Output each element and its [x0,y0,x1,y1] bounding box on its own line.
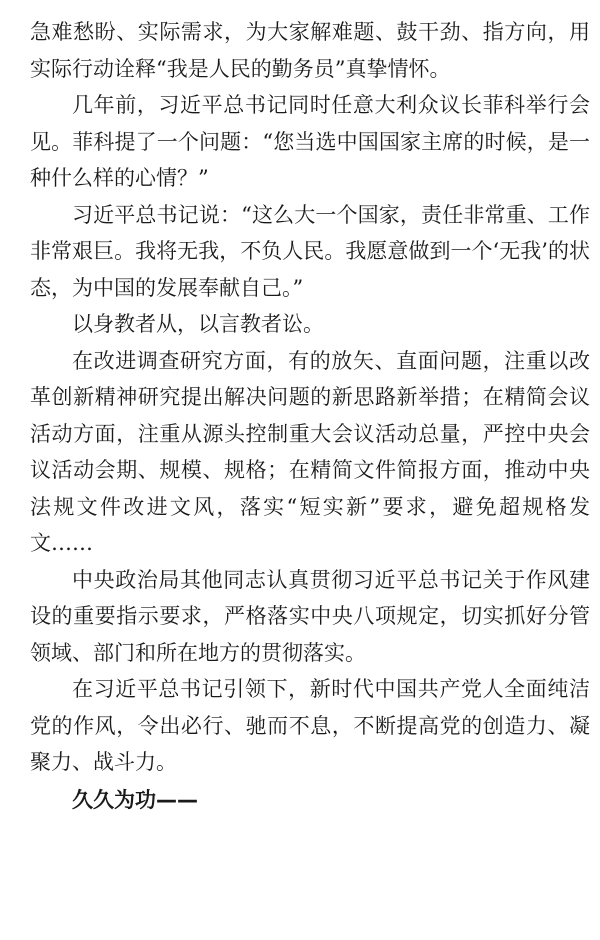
paragraph-proverb: 以身教者从，以言教者讼。 [72,312,324,336]
article-body [30,14,590,819]
paragraph-continuation: 急难愁盼、实际需求，为大家解难题、鼓干劲、指方向，用实际行动诠释“我是人民的勤务员”真挚情怀。 [30,20,590,81]
paragraph-improvements: 在改进调查研究方面，有的放矢、直面问题，注重以改革创新精神研究提出解决问题的新思路新举措；在精简会议活动方面，注重从源头控制重大会议活动总量，严控中央会议活动会期、规模、规格；在精简文件简报方面，推动中央法规文件改进文风，落实“短实新”要求，避免超规格发文…… [30,348,590,555]
paragraph-conclusion: 在习近平总书记引领下，新时代中国共产党人全面纯洁党的作风，令出必行、驰而不息，不断提高党的创造力、凝聚力、战斗力。 [30,677,590,774]
paragraph-xi-reply: 习近平总书记说：“这么大一个国家，责任非常重、工作非常艰巨。我将无我，不负人民。我愿意做到一个‘无我’的状态，为中国的发展奉献自己。” [30,202,590,300]
paragraph-meeting-fico: 几年前，习近平总书记同时任意大利众议长菲科举行会见。菲科提了一个问题：“您当选中国国家主席的时候，是一种什么样的心情？” [30,93,590,190]
section-heading: 久久为功—— [72,787,198,812]
paragraph-politburo: 中央政治局其他同志认真贯彻习近平总书记关于作风建设的重要指示要求，严格落实中央八项规定，切实抓好分管领域、部门和所在地方的贯彻落实。 [30,567,590,665]
